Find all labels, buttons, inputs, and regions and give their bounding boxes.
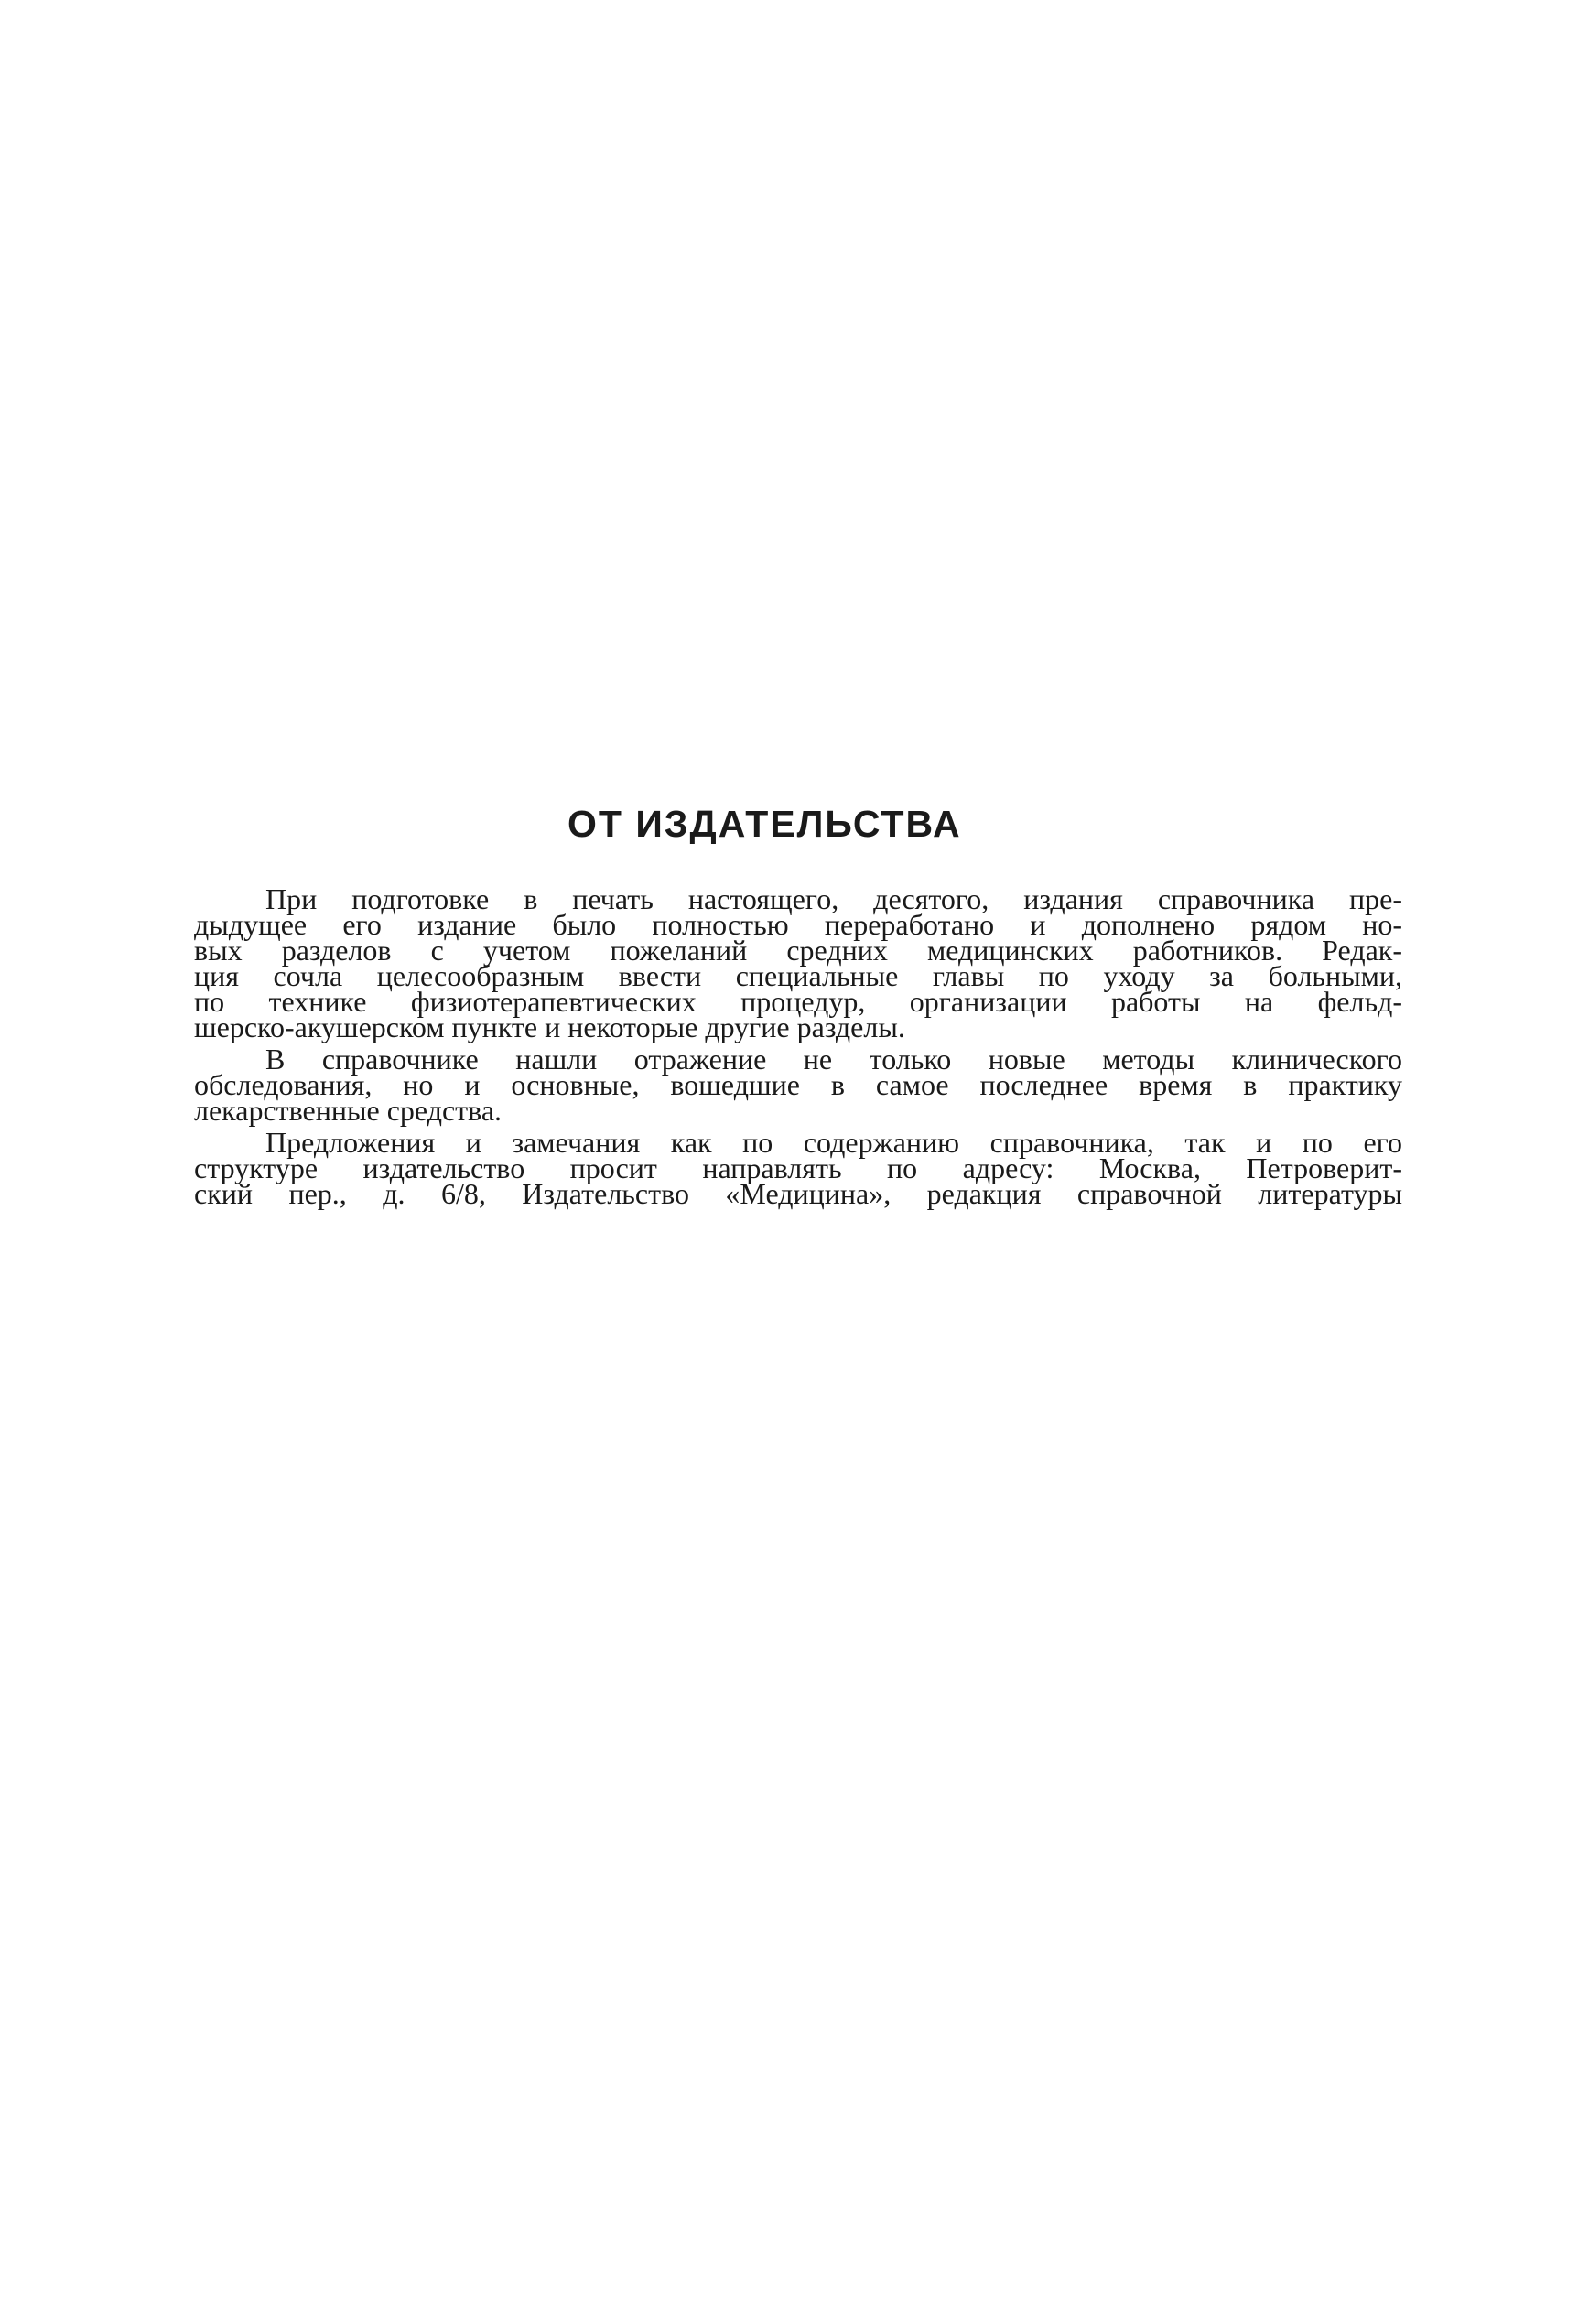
text-line: ский пер., д. 6/8, Издательство «Медицина», редакция справочной литературы [194, 1177, 1402, 1210]
paragraph-preparation [194, 882, 1402, 1043]
paragraph-methods [194, 1043, 1402, 1127]
body-text [194, 882, 1402, 1210]
text-line: обследования, но и основные, вошедшие в самое последнее время в практику [194, 1068, 1402, 1101]
text-line: вых разделов с учетом пожеланий средних медицинских работников. Редак- [194, 934, 1402, 967]
text-line: шерско-акушерском пункте и некоторые другие разделы. [194, 1011, 905, 1043]
text-line: Предложения и замечания как по содержанию справочника, так и по его [265, 1126, 1402, 1159]
text-line: дыдущее его издание было полностью переработано и дополнено рядом но- [194, 908, 1402, 941]
text-line: В справочнике нашли отражение не только новые методы клинического [265, 1043, 1402, 1076]
text-line: по технике физиотерапевтических процедур, организации работы на фельд- [194, 985, 1402, 1018]
text-line: ция сочла целесообразным ввести специальные главы по уходу за больными, [194, 959, 1402, 992]
text-line: лекарственные средства. [194, 1094, 503, 1127]
text-line: структуре издательство просит направлять по адресу: Москва, Петроверит- [194, 1151, 1402, 1184]
page-heading: ОТ ИЗДАТЕЛЬСТВА [568, 803, 962, 845]
paragraph-suggestions [194, 1126, 1402, 1210]
text-line: При подготовке в печать настоящего, десятого, издания справочника пре- [265, 882, 1402, 915]
